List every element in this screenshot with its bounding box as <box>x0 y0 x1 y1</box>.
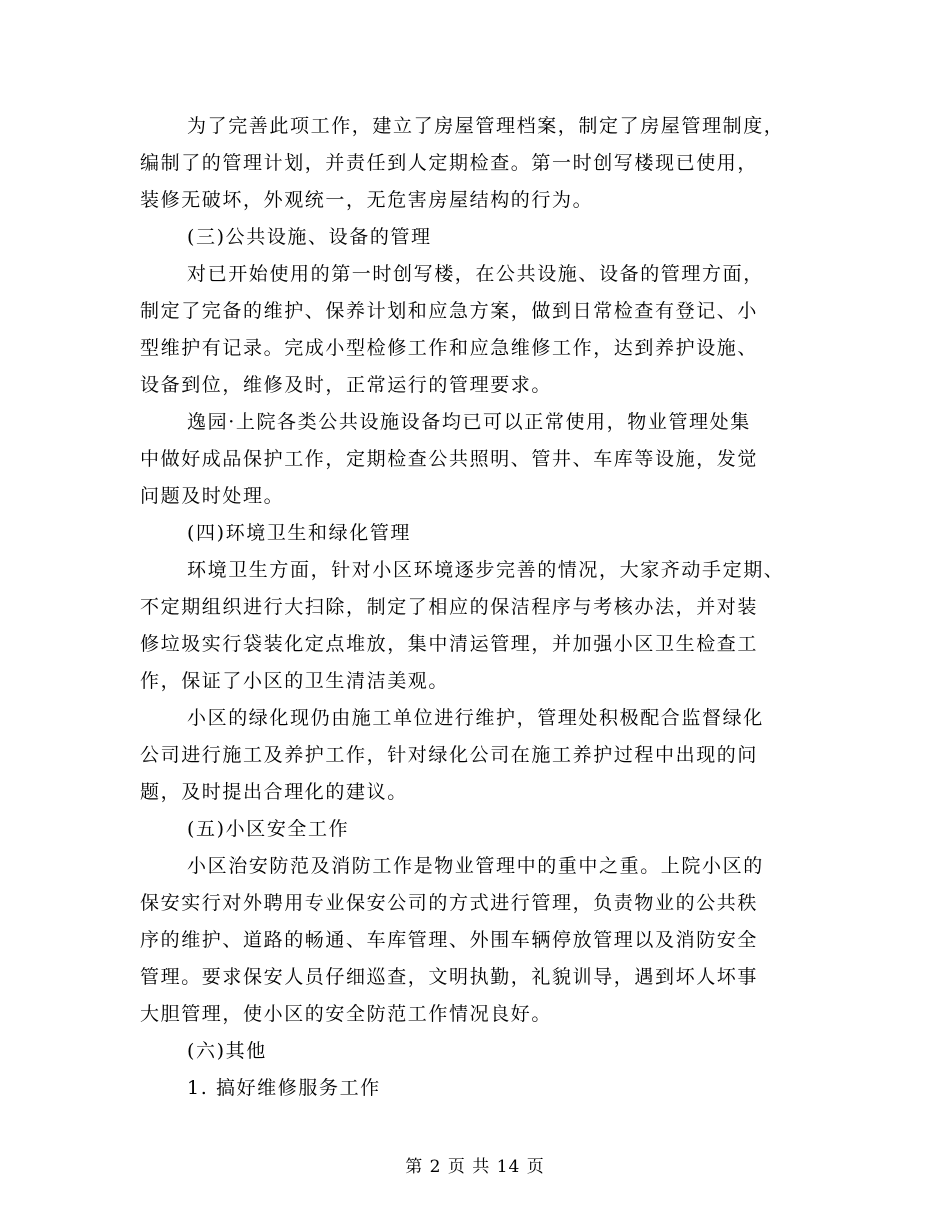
text-line: 序的维护、道路的畅通、车库管理、外围车辆停放管理以及消防安全 <box>140 929 759 951</box>
text-line: (六)其他 <box>187 1040 267 1062</box>
text-line: 型维护有记录。完成小型检修工作和应急维修工作，达到养护设施、 <box>140 337 759 359</box>
text-line: 题，及时提出合理化的建议。 <box>140 781 408 803</box>
text-line: 修垃圾实行袋装化定点堆放，集中清运管理，并加强小区卫生检查工 <box>140 633 759 655</box>
text-line: 制定了完备的维护、保养计划和应急方案，做到日常检查有登记、小 <box>140 300 759 322</box>
text-line: 管理。要求保安人员仔细巡查，文明执勤，礼貌训导，遇到坏人坏事 <box>140 966 759 988</box>
document-body <box>140 108 820 1107</box>
text-line: 中做好成品保护工作，定期检查公共照明、管井、车库等设施，发觉 <box>140 448 759 470</box>
text-line: 为了完善此项工作，建立了房屋管理档案，制定了房屋管理制度， <box>187 115 785 137</box>
text-line: 环境卫生方面，针对小区环境逐步完善的情况，大家齐动手定期、 <box>187 559 785 581</box>
text-line: (四)环境卫生和绿化管理 <box>187 522 412 544</box>
text-line: 作，保证了小区的卫生清洁美观。 <box>140 670 450 692</box>
text-line: 小区治安防范及消防工作是物业管理中的重中之重。上院小区的 <box>187 855 764 877</box>
text-line: 逸园·上院各类公共设施设备均已可以正常使用，物业管理处集 <box>187 411 751 433</box>
text-line: 不定期组织进行大扫除，制定了相应的保洁程序与考核办法，并对装 <box>140 596 759 618</box>
text-line: 保安实行对外聘用专业保安公司的方式进行管理，负责物业的公共秩 <box>140 892 759 914</box>
page-footer: 第 2 页 共 14 页 <box>405 1157 545 1177</box>
text-line: 大胆管理，使小区的安全防范工作情况良好。 <box>140 1003 553 1025</box>
text-line: 对已开始使用的第一时创写楼，在公共设施、设备的管理方面， <box>187 263 764 285</box>
text-line: (五)小区安全工作 <box>187 818 350 840</box>
text-line: (三)公共设施、设备的管理 <box>187 226 432 248</box>
text-line: 编制了的管理计划，并责任到人定期检查。第一时创写楼现已使用， <box>140 152 759 174</box>
text-line: 装修无破坏，外观统一，无危害房屋结构的行为。 <box>140 189 594 211</box>
text-line: 设备到位，维修及时，正常运行的管理要求。 <box>140 374 553 396</box>
text-line: 1. 搞好维修服务工作 <box>187 1077 381 1099</box>
text-line: 公司进行施工及养护工作，针对绿化公司在施工养护过程中出现的问 <box>140 744 759 766</box>
text-line: 问题及时处理。 <box>140 485 285 507</box>
text-line: 小区的绿化现仍由施工单位进行维护，管理处积极配合监督绿化 <box>187 707 764 729</box>
